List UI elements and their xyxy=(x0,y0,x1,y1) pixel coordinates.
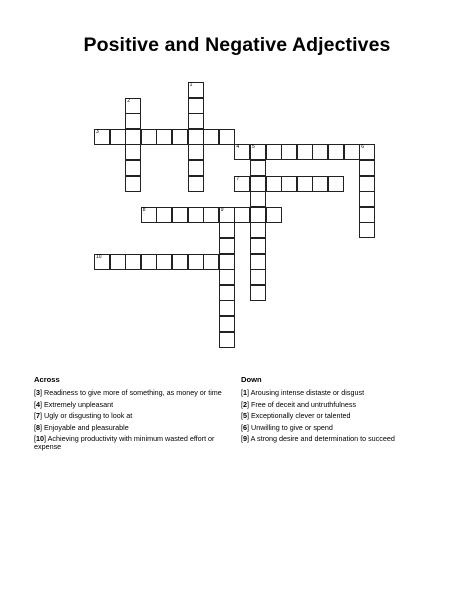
grid-cell[interactable] xyxy=(188,98,204,114)
grid-cell[interactable] xyxy=(359,160,375,176)
grid-cell[interactable] xyxy=(250,160,266,176)
grid-cell[interactable] xyxy=(188,82,204,98)
clue-across-4: [4] Extremely unpleasant xyxy=(34,399,114,409)
grid-cell[interactable] xyxy=(219,254,235,270)
grid-cell[interactable] xyxy=(359,222,375,238)
grid-cell[interactable] xyxy=(250,191,266,207)
grid-cell[interactable] xyxy=(156,254,172,270)
clue-across-10: [10] Achieving productivity with minimum wasted effort or expense xyxy=(34,434,215,452)
clue-number: 9 xyxy=(220,206,224,213)
grid-cell[interactable] xyxy=(250,144,266,160)
grid-cell[interactable] xyxy=(141,129,157,145)
grid-cell[interactable] xyxy=(110,254,126,270)
grid-cell[interactable] xyxy=(188,113,204,129)
grid-cell[interactable] xyxy=(188,129,204,145)
clue-down-6: [6] Unwilling to give or spend xyxy=(241,422,333,432)
grid-cell[interactable] xyxy=(156,207,172,223)
clue-number: 2 xyxy=(127,97,130,104)
clue-number: 4 xyxy=(236,144,240,151)
grid-cell[interactable] xyxy=(234,144,250,160)
grid-cell[interactable] xyxy=(219,222,235,238)
grid-cell[interactable] xyxy=(219,238,235,254)
clue-number: 8 xyxy=(142,206,146,213)
grid-cell[interactable] xyxy=(266,207,282,223)
across-clues xyxy=(34,376,230,455)
grid-cell[interactable] xyxy=(359,176,375,192)
grid-cell[interactable] xyxy=(141,254,157,270)
grid-cell[interactable] xyxy=(188,254,204,270)
grid-cell[interactable] xyxy=(219,332,235,348)
clue-down-1: [1] Arousing intense distaste or disgust xyxy=(241,388,365,398)
grid-cell[interactable] xyxy=(359,191,375,207)
grid-cell[interactable] xyxy=(219,207,235,223)
grid-cell[interactable] xyxy=(359,207,375,223)
grid-cell[interactable] xyxy=(328,176,344,192)
grid-cell[interactable] xyxy=(281,144,297,160)
clue-down-2: [2] Free of deceit and untruthfulness xyxy=(241,399,357,409)
grid-cell[interactable] xyxy=(297,144,313,160)
grid-cell[interactable] xyxy=(172,129,188,145)
grid-cell[interactable] xyxy=(172,207,188,223)
grid-cell[interactable] xyxy=(125,254,141,270)
grid-cell[interactable] xyxy=(359,144,375,160)
grid-cell[interactable] xyxy=(344,144,360,160)
grid-cell[interactable] xyxy=(110,129,126,145)
grid-cell[interactable] xyxy=(188,176,204,192)
grid-cell[interactable] xyxy=(250,254,266,270)
grid-cell[interactable] xyxy=(250,269,266,285)
clue-number: 7 xyxy=(236,175,240,182)
grid-cell[interactable] xyxy=(219,316,235,332)
page-title: Positive and Negative Adjectives xyxy=(83,34,391,56)
across-heading: Across xyxy=(34,375,60,384)
grid-cell[interactable] xyxy=(250,207,266,223)
clue-number: 1 xyxy=(189,82,193,88)
grid-cell[interactable] xyxy=(250,222,266,238)
clue-number: 3 xyxy=(96,128,99,135)
clue-down-9: [9] A strong desire and determination to succeed xyxy=(241,434,395,444)
grid-cell[interactable] xyxy=(312,176,328,192)
grid-cell[interactable] xyxy=(266,144,282,160)
grid-cell[interactable] xyxy=(156,129,172,145)
grid-cell[interactable] xyxy=(312,144,328,160)
grid-cell[interactable] xyxy=(188,144,204,160)
clue-across-7: [7] Ugly or disgusting to look at xyxy=(34,411,133,421)
grid-cell[interactable] xyxy=(94,254,110,270)
grid-cell[interactable] xyxy=(125,129,141,145)
grid-cell[interactable] xyxy=(297,176,313,192)
grid-cell[interactable] xyxy=(172,254,188,270)
grid-cell[interactable] xyxy=(328,144,344,160)
grid-cell[interactable] xyxy=(203,254,219,270)
grid-cell[interactable] xyxy=(188,207,204,223)
grid-cell[interactable] xyxy=(125,144,141,160)
down-heading: Down xyxy=(241,375,262,384)
clue-number: 5 xyxy=(252,144,255,151)
grid-cell[interactable] xyxy=(125,160,141,176)
grid-cell[interactable] xyxy=(219,269,235,285)
grid-cell[interactable] xyxy=(125,113,141,129)
clue-across-8: [8] Enjoyable and pleasurable xyxy=(34,422,129,432)
grid-cell[interactable] xyxy=(234,207,250,223)
grid-cell[interactable] xyxy=(281,176,297,192)
grid-cell[interactable] xyxy=(219,129,235,145)
clue-number: 6 xyxy=(361,144,364,151)
grid-cell[interactable] xyxy=(250,176,266,192)
clue-across-3: [3] Readiness to give more of something, as money or time xyxy=(34,388,222,398)
grid-cell[interactable] xyxy=(125,176,141,192)
grid-cell[interactable] xyxy=(141,207,157,223)
grid-cell[interactable] xyxy=(203,207,219,223)
grid-cell[interactable] xyxy=(266,176,282,192)
grid-cell[interactable] xyxy=(219,285,235,301)
clue-down-5: [5] Exceptionally clever or talented xyxy=(241,411,351,421)
grid-cell[interactable] xyxy=(188,160,204,176)
grid-cell[interactable] xyxy=(250,238,266,254)
grid-cell[interactable] xyxy=(203,129,219,145)
grid-cell[interactable] xyxy=(219,300,235,316)
down-clues xyxy=(241,376,441,446)
clue-number: 10 xyxy=(96,253,102,260)
grid-cell[interactable] xyxy=(125,98,141,114)
grid-cell[interactable] xyxy=(94,129,110,145)
grid-cell[interactable] xyxy=(234,176,250,192)
grid-cell[interactable] xyxy=(250,285,266,301)
